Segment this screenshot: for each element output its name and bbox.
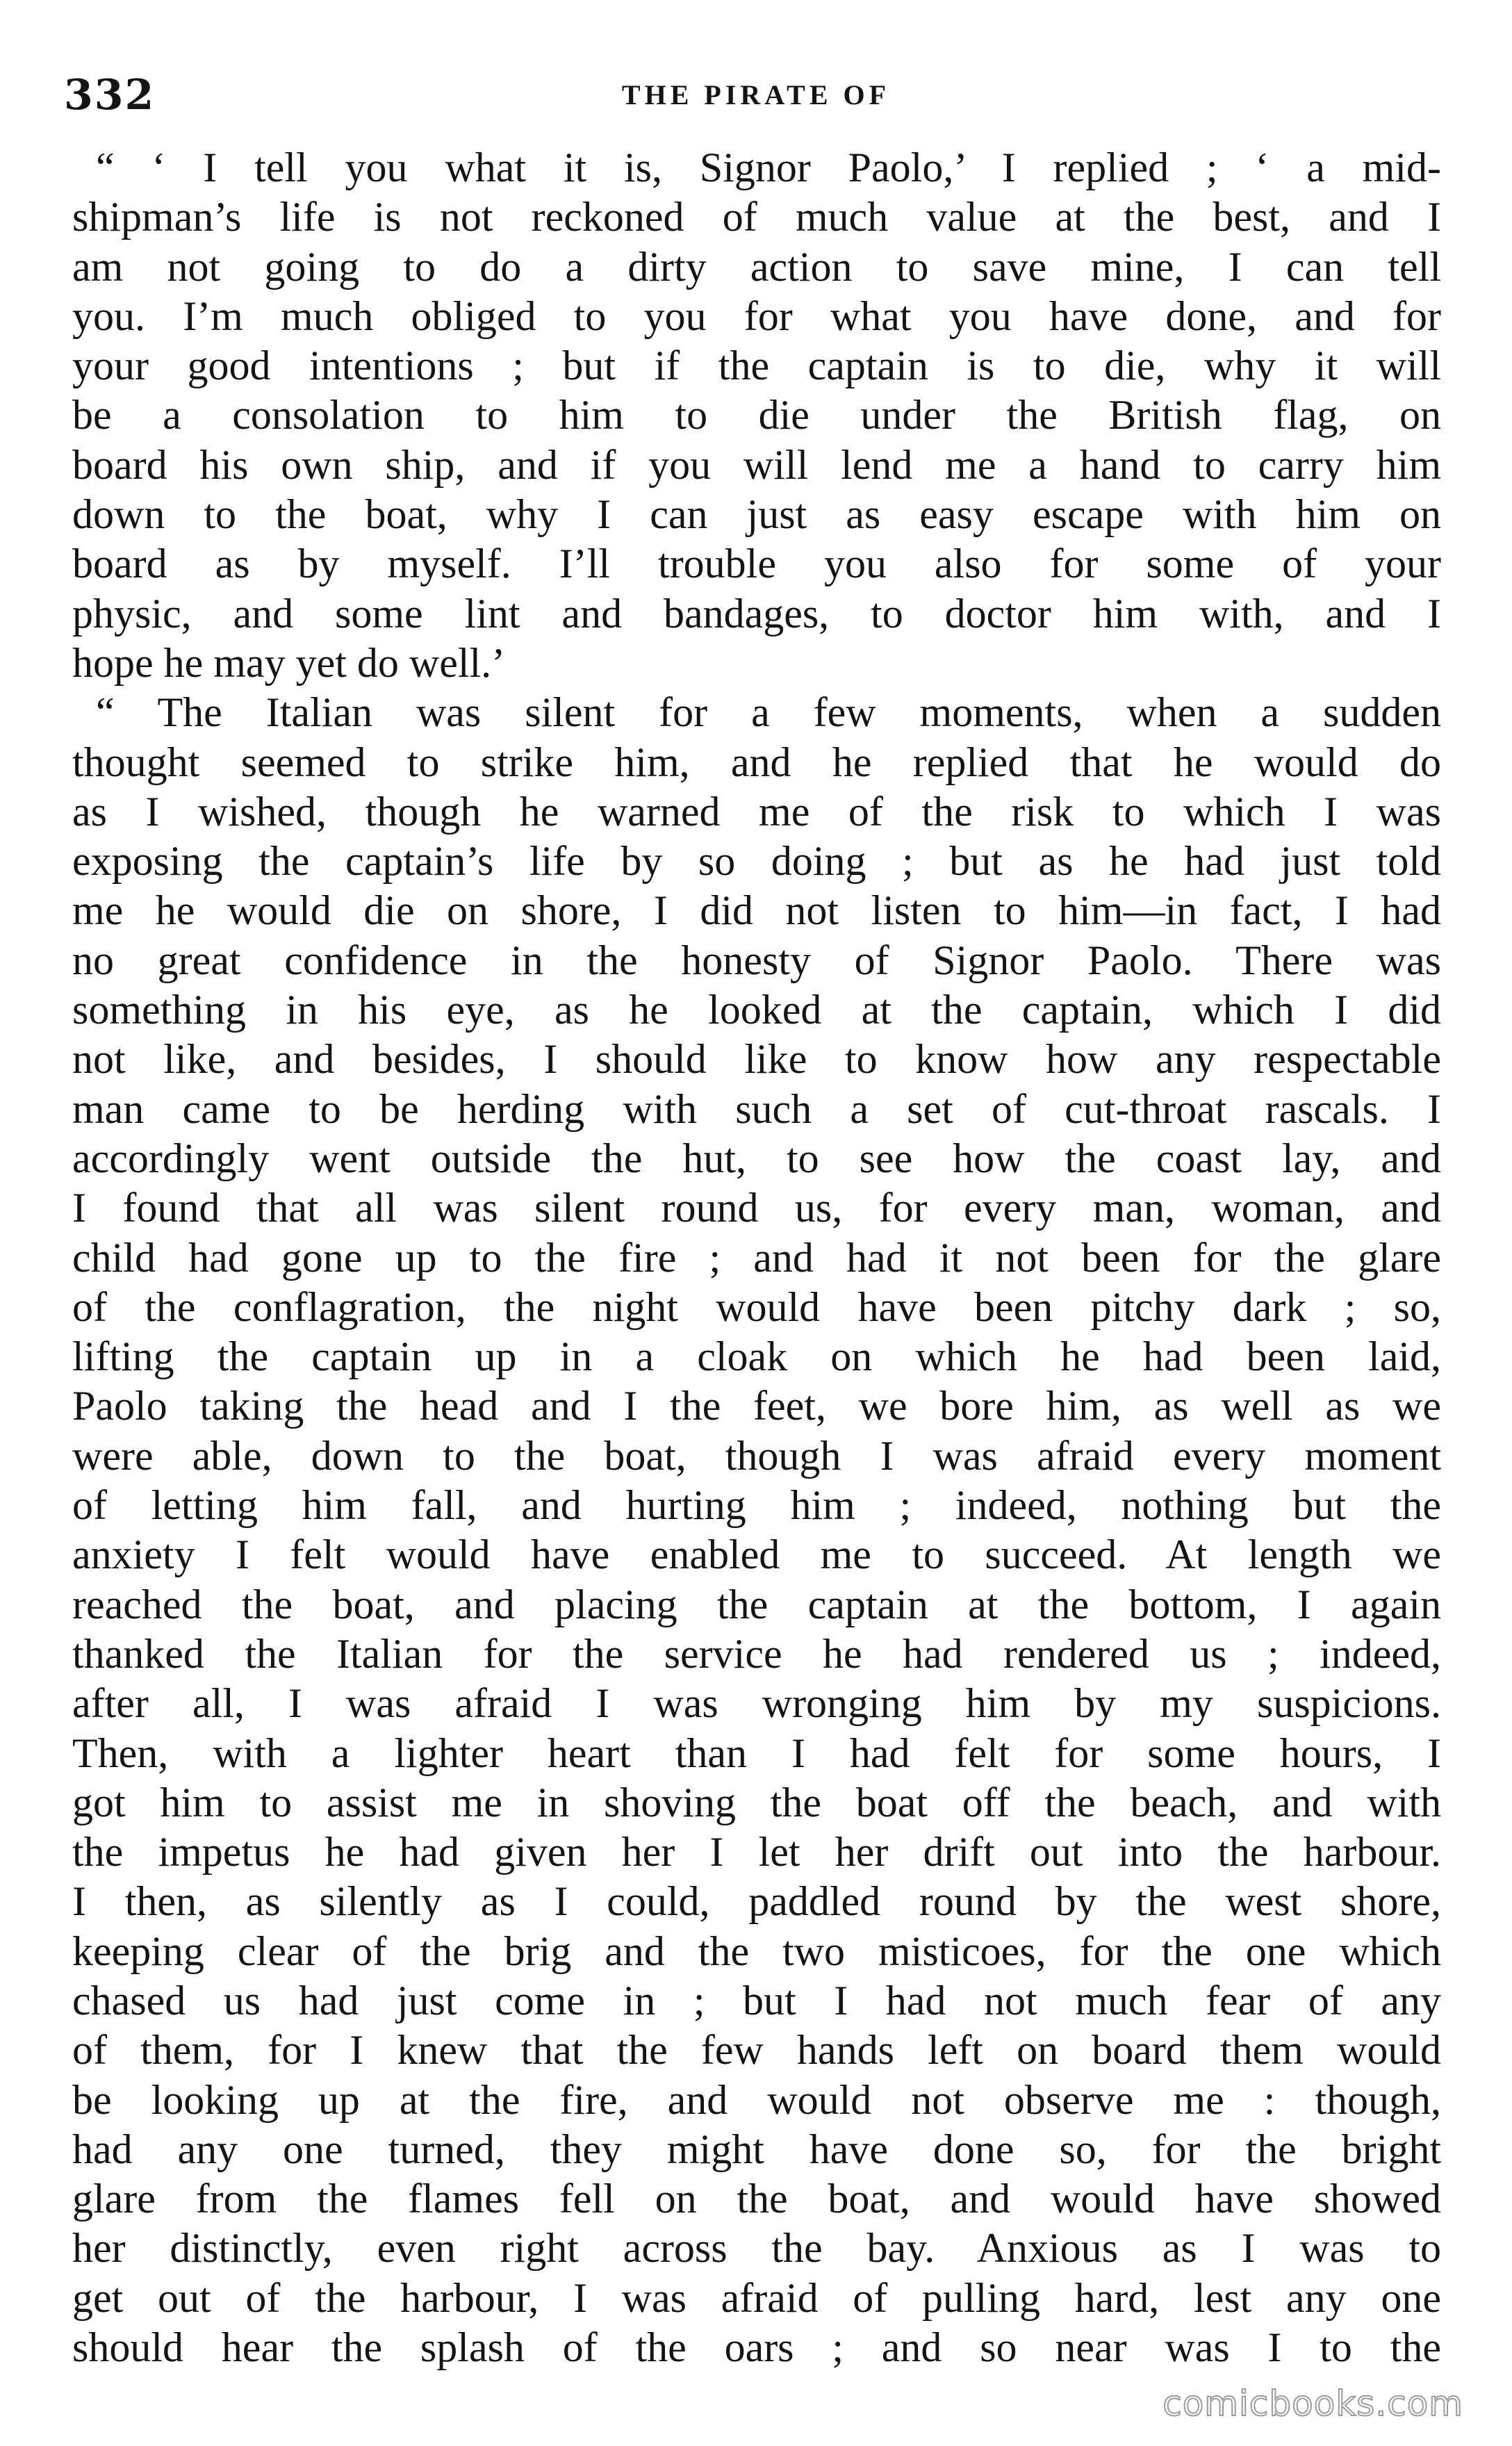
text-line: down to the boat, why I can just as easy escape with him on: [72, 491, 1441, 538]
text-line: reached the boat, and placing the captain at the bottom, I again: [72, 1581, 1441, 1627]
text-line: you. I’m much obliged to you for what you have done, and for: [72, 293, 1441, 339]
text-line: got him to assist me in shoving the boat off the beach, and with: [72, 1779, 1441, 1825]
text-line: of letting him fall, and hurting him ; indeed, nothing but the: [72, 1482, 1441, 1529]
text-line: lifting the captain up in a cloak on which he had been laid,: [72, 1333, 1441, 1380]
text-line: shipman’s life is not reckoned of much value at the best, and I: [72, 194, 1441, 240]
text-line: I found that all was silent round us, for every man, woman, and: [72, 1185, 1441, 1231]
text-line: the impetus he had given her I let her drift out into the harbour.: [72, 1829, 1441, 1875]
text-line: as I wished, though he warned me of the risk to which I was: [72, 788, 1441, 835]
text-line: physic, and some lint and bandages, to doctor him with, and I: [72, 590, 1441, 637]
text-line: be a consolation to him to die under the British flag, on: [72, 392, 1441, 438]
text-line: Paolo taking the head and I the feet, we bore him, as well as we: [72, 1383, 1441, 1429]
text-line: be looking up at the fire, and would not observe me : though,: [72, 2076, 1441, 2123]
text-line: no great confidence in the honesty of Signor Paolo. There was: [72, 937, 1441, 983]
text-line: had any one turned, they might have done so, for the bright: [72, 2126, 1441, 2172]
text-line: glare from the flames fell on the boat, and would have showed: [72, 2176, 1441, 2222]
text-line: keeping clear of the brig and the two misticoes, for the one which: [72, 1928, 1441, 1974]
text-line: should hear the splash of the oars ; and so near was I to the: [72, 2324, 1441, 2371]
text-line: thought seemed to strike him, and he replied that he would do: [72, 739, 1441, 785]
text-line: get out of the harbour, I was afraid of pulling hard, lest any one: [72, 2274, 1441, 2321]
text-line: me he would die on shore, I did not listen to him—in fact, I had: [72, 887, 1441, 934]
text-line: Then, with a lighter heart than I had felt for some hours, I: [72, 1730, 1441, 1776]
text-line: your good intentions ; but if the captain is to die, why it will: [72, 343, 1441, 389]
text-line: board his own ship, and if you will lend me a hand to carry him: [72, 441, 1441, 488]
text-line: her distinctly, even right across the bay. Anxious as I was to: [72, 2225, 1441, 2272]
text-line: anxiety I felt would have enabled me to succeed. At length we: [72, 1532, 1441, 1578]
text-line: not like, and besides, I should like to know how any respectable: [72, 1036, 1441, 1083]
text-line: were able, down to the boat, though I was afraid every moment: [72, 1432, 1441, 1479]
text-line: board as by myself. I’ll trouble you also for some of your: [72, 541, 1441, 587]
page-number: 332: [64, 71, 156, 120]
text-line: chased us had just come in ; but I had not much fear of any: [72, 1977, 1441, 2024]
text-line: “ ‘ I tell you what it is, Signor Paolo,’ I replied ; ‘ a mid-: [96, 145, 1441, 190]
watermark: comicbooks.com: [1162, 2383, 1463, 2424]
text-line: of them, for I knew that the few hands left on board them would: [72, 2027, 1441, 2074]
text-line: man came to be herding with such a set of cut-throat rascals. I: [72, 1085, 1441, 1132]
text-line: “ The Italian was silent for a few moments, when a sudden: [96, 689, 1441, 736]
text-line: exposing the captain’s life by so doing ; but as he had just told: [72, 838, 1441, 885]
text-line: hope he may yet do well.’: [72, 639, 506, 686]
text-line: of the conflagration, the night would have been pitchy dark ; so,: [72, 1283, 1441, 1330]
text-line: after all, I was afraid I was wronging him by my suspicions.: [72, 1680, 1441, 1727]
text-line: thanked the Italian for the service he had rendered us ; indeed,: [72, 1630, 1441, 1677]
running-title: THE PIRATE OF: [621, 79, 891, 110]
text-line: am not going to do a dirty action to save mine, I can tell: [72, 243, 1441, 290]
text-line: accordingly went outside the hut, to see how the coast lay, and: [72, 1135, 1441, 1181]
page-header: [0, 64, 1512, 126]
text-line: I then, as silently as I could, paddled round by the west shore,: [72, 1878, 1441, 1925]
body-text: [72, 143, 1441, 2372]
text-line: child had gone up to the fire ; and had it not been for the glare: [72, 1234, 1441, 1281]
text-line: something in his eye, as he looked at the captain, which I did: [72, 987, 1441, 1033]
